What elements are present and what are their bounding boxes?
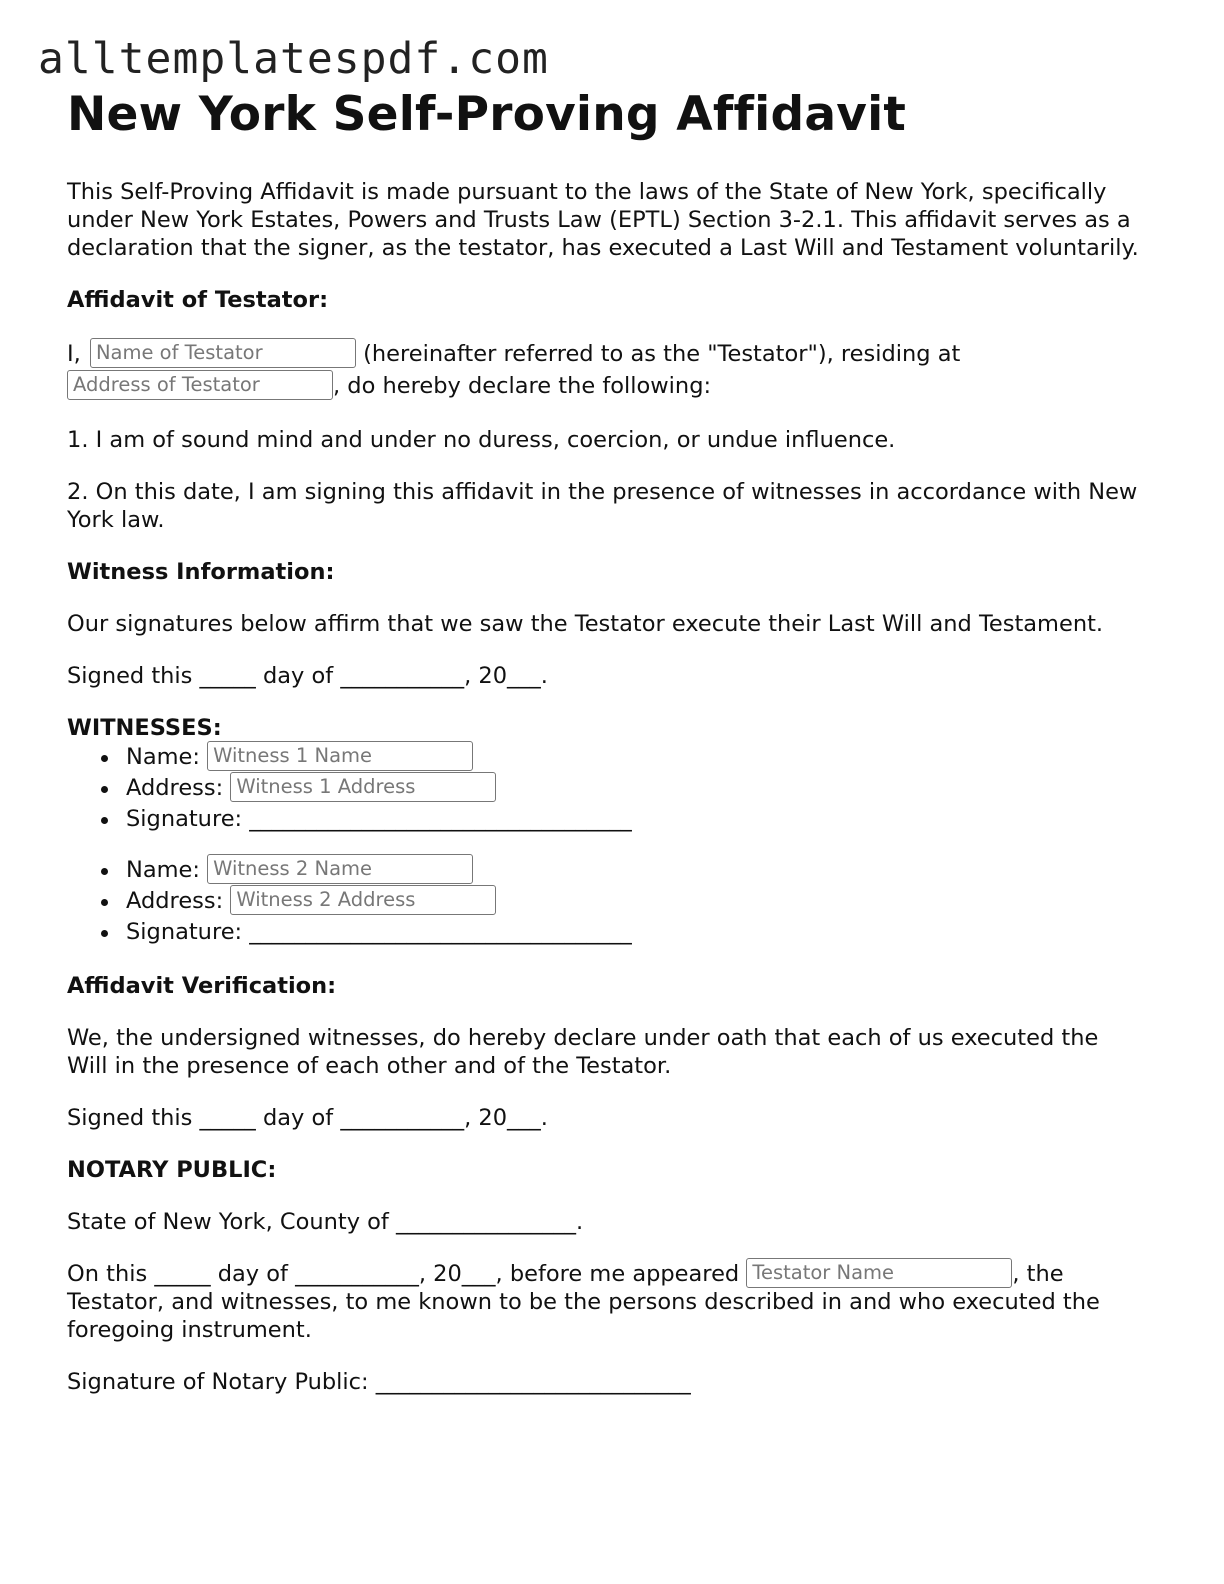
witness-signed-date-line: Signed this _____ day of ___________, 20___. bbox=[67, 663, 548, 689]
list-item bbox=[126, 917, 1142, 948]
witness-1-name-field[interactable]: Witness 1 Name bbox=[207, 741, 473, 771]
notary-county-line: State of New York, County of ________________. bbox=[67, 1209, 584, 1235]
witnesses-heading: WITNESSES: bbox=[67, 715, 222, 741]
witness-name-label: Name: bbox=[126, 744, 200, 770]
witness-info-heading: Witness Information: bbox=[67, 559, 335, 585]
witness-2-list bbox=[67, 855, 1142, 948]
list-item bbox=[126, 804, 1142, 835]
notary-testator-name-field[interactable]: Testator Name bbox=[746, 1258, 1012, 1288]
witness-address-label: Address: bbox=[126, 775, 224, 801]
testator-suffix-text: , do hereby declare the following: bbox=[333, 373, 712, 399]
notary-appearance-paragraph bbox=[67, 1260, 1142, 1344]
testator-declaration bbox=[67, 338, 1142, 402]
list-item bbox=[126, 886, 1142, 917]
testator-address-field[interactable]: Address of Testator bbox=[67, 370, 333, 400]
verification-text: We, the undersigned witnesses, do hereby declare under oath that each of us executed the Will in the presence of each other and of the Testator. bbox=[67, 1025, 1099, 1079]
declaration-item-1: 1. I am of sound mind and under no duress, coercion, or undue influence. bbox=[67, 427, 896, 453]
witness-2-signature-line: Signature: __________________________________ bbox=[126, 919, 632, 945]
notary-appeared-suffix: , the Testator, and witnesses, to me known to be the persons described in and who executed the foregoing instrument. bbox=[67, 1261, 1100, 1343]
notary-signature-line: Signature of Notary Public: ____________________________ bbox=[67, 1369, 691, 1395]
witness-1-signature-line: Signature: __________________________________ bbox=[126, 806, 632, 832]
witness-name-label: Name: bbox=[126, 857, 200, 883]
verification-signed-date-line: Signed this _____ day of ___________, 20___. bbox=[67, 1105, 548, 1131]
site-watermark: alltemplatespdf.com bbox=[38, 34, 549, 84]
verification-heading: Affidavit Verification: bbox=[67, 973, 337, 999]
document-title: New York Self-Proving Affidavit bbox=[67, 87, 907, 142]
testator-name-field[interactable]: Name of Testator bbox=[90, 338, 356, 368]
declaration-item-2: 2. On this date, I am signing this affidavit in the presence of witnesses in accordance with New York law. bbox=[67, 479, 1138, 533]
notary-appeared-prefix: On this _____ day of ___________, 20___, before me appeared bbox=[67, 1261, 740, 1287]
notary-heading: NOTARY PUBLIC: bbox=[67, 1157, 277, 1183]
witness-2-name-field[interactable]: Witness 2 Name bbox=[207, 854, 473, 884]
list-item bbox=[126, 855, 1142, 886]
list-item bbox=[126, 773, 1142, 804]
testator-section-heading: Affidavit of Testator: bbox=[67, 287, 329, 313]
witness-1-address-field[interactable]: Witness 1 Address bbox=[230, 772, 496, 802]
witness-info-text: Our signatures below affirm that we saw the Testator execute their Last Will and Testament. bbox=[67, 611, 1104, 637]
list-item bbox=[126, 742, 1142, 773]
intro-paragraph: This Self-Proving Affidavit is made pursuant to the laws of the State of New York, specifically under New York Estates, Powers and Trusts Law (EPTL) Section 3-2.1. This affidavit serves as a declaration that the signer, as the testator, has executed a Last Will and Testament voluntarily. bbox=[67, 179, 1139, 261]
witness-1-list bbox=[67, 742, 1142, 835]
witness-address-label: Address: bbox=[126, 888, 224, 914]
testator-middle-text: (hereinafter referred to as the "Testator"), residing at bbox=[363, 341, 961, 367]
witness-2-address-field[interactable]: Witness 2 Address bbox=[230, 885, 496, 915]
affidavit-document bbox=[67, 86, 1142, 1396]
testator-prefix: I, bbox=[67, 341, 81, 367]
